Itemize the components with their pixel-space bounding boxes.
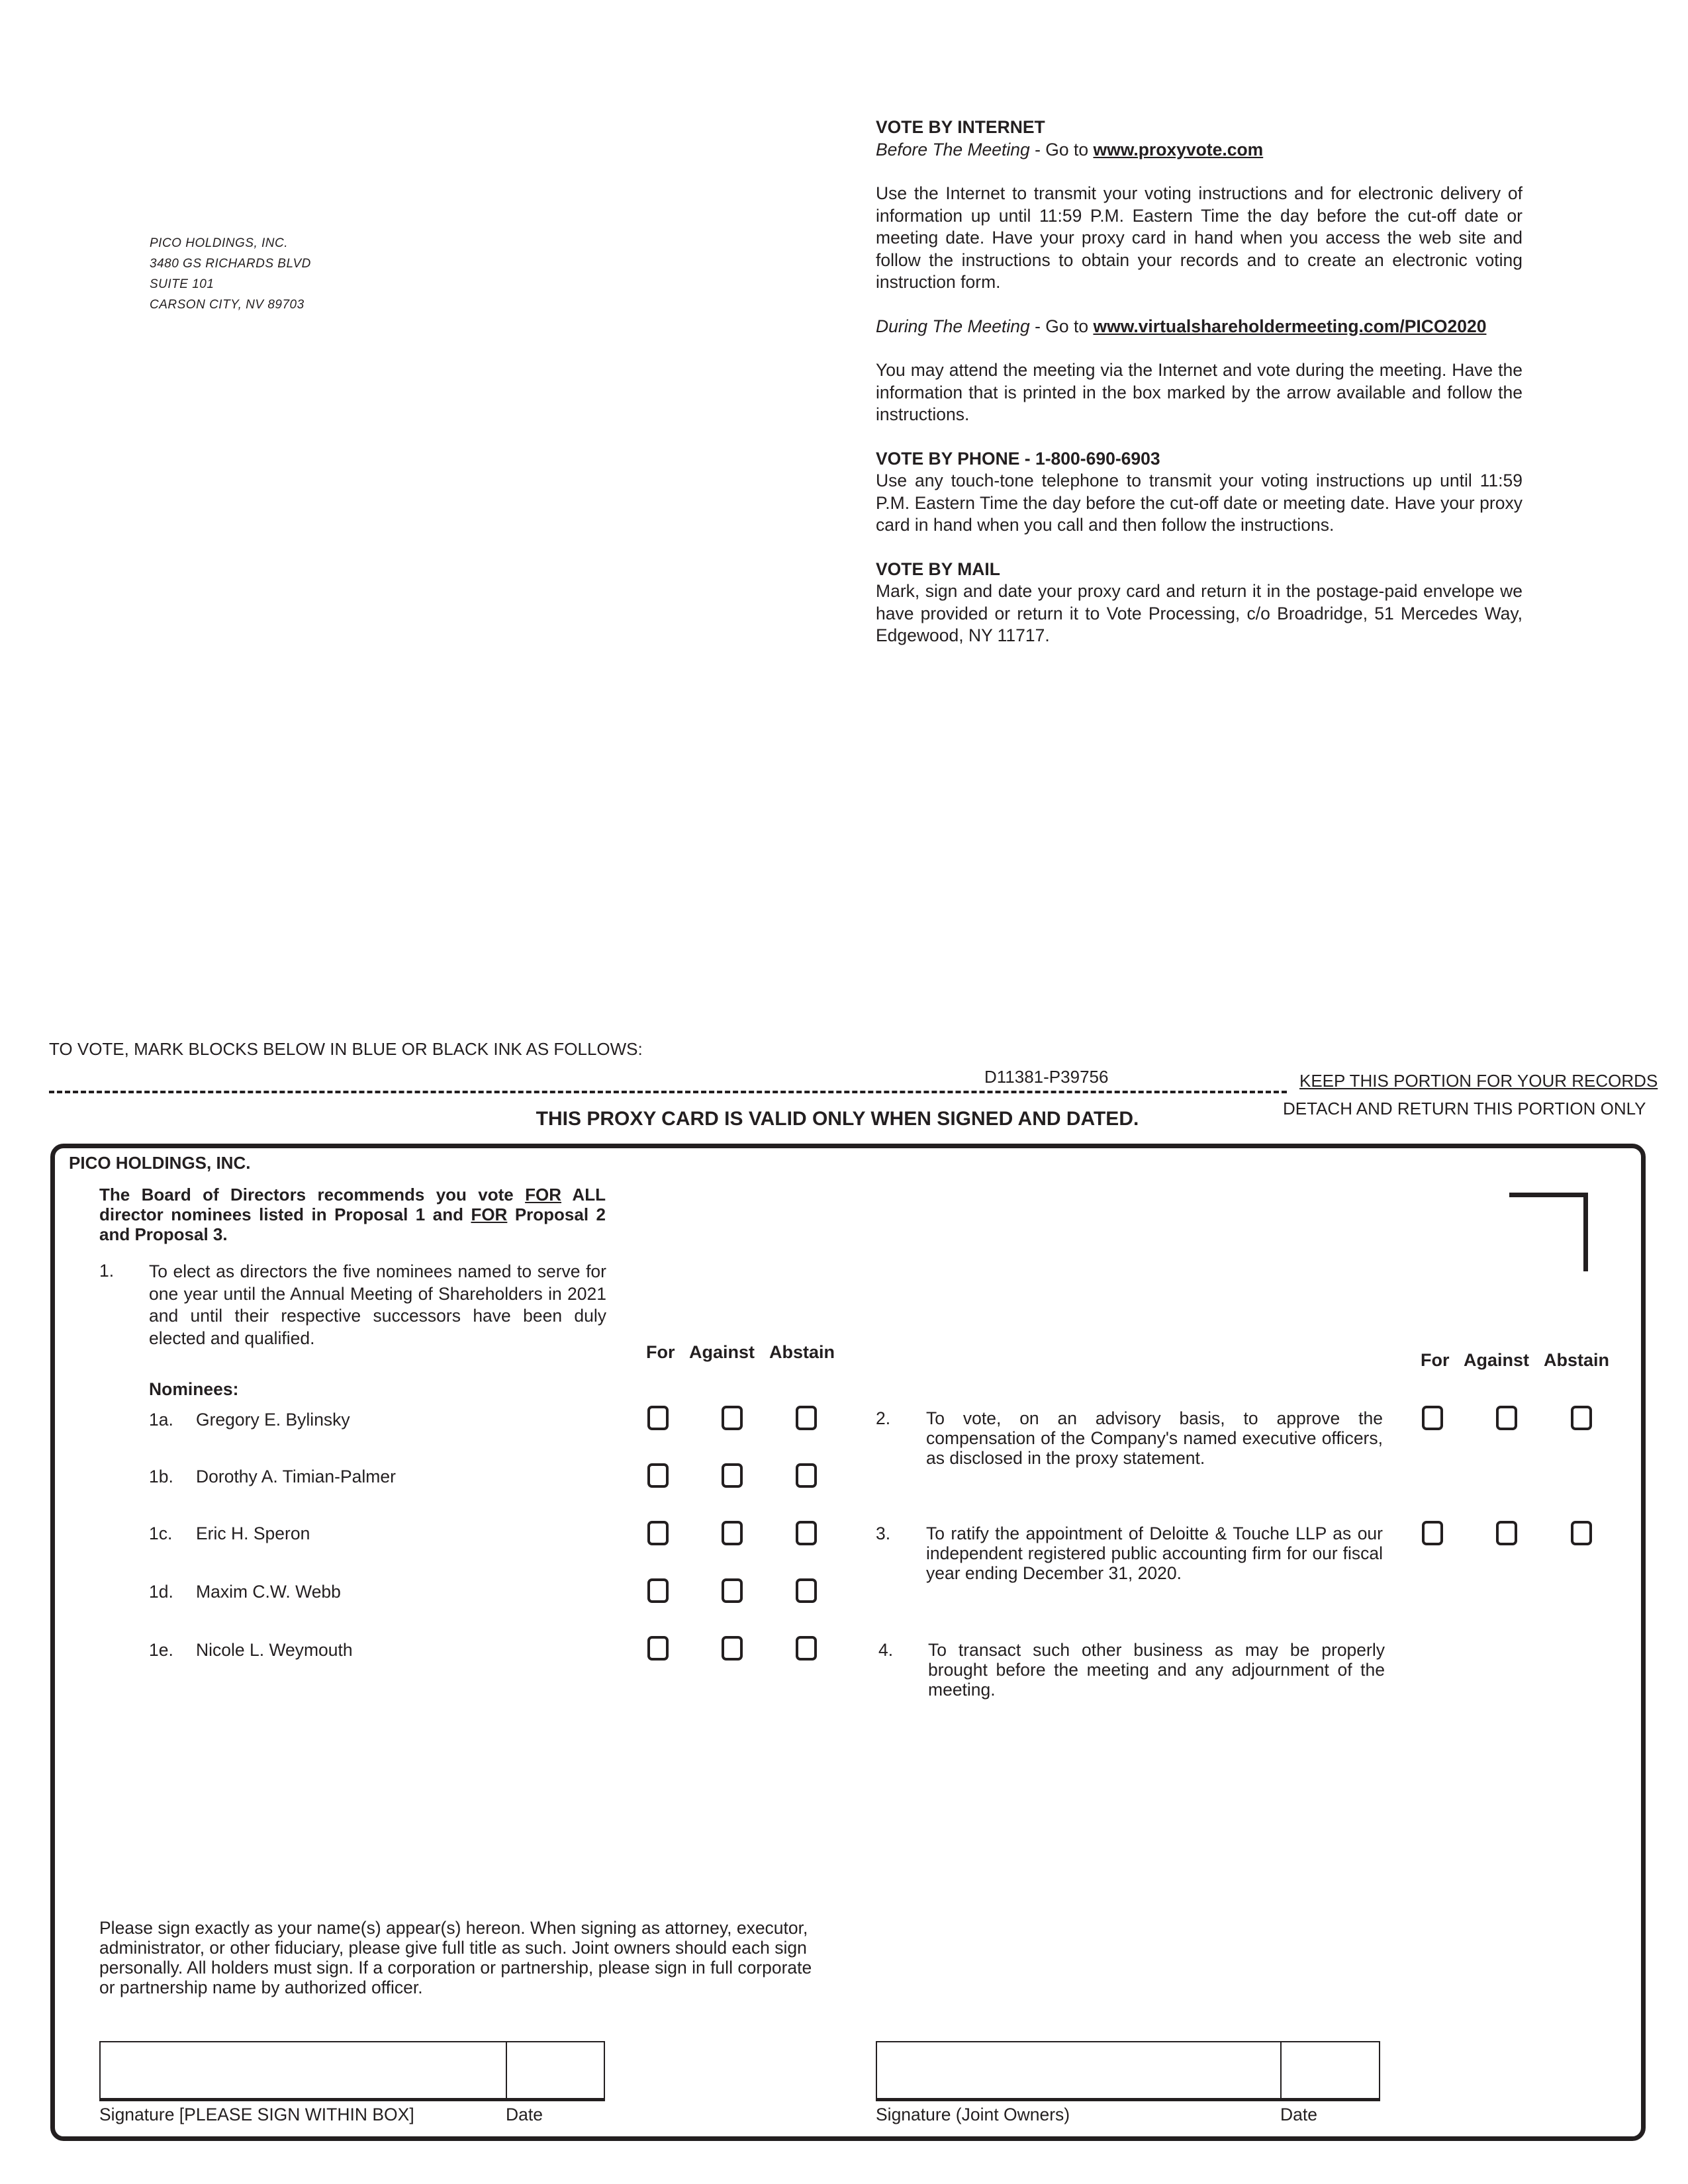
during-body: You may attend the meeting via the Internet and vote during the meeting. Have the information that is printed in the box marked by the arrow available and follow the instructions. [876, 360, 1523, 424]
nominee-1c-for-checkbox[interactable] [647, 1521, 669, 1545]
detach-line [49, 1091, 1287, 1093]
joint-date-label: Date [1280, 2105, 1317, 2124]
phone-body: Use any touch-tone telephone to transmit your voting instructions up until 11:59 P.M. Eastern Time the day before the cut-off date or meeting date. Have your proxy card in hand when you call and then follow the instructions. [876, 471, 1523, 535]
validity-notice [0, 1108, 1688, 1130]
proposal-2-against-checkbox[interactable] [1496, 1406, 1517, 1430]
col-abstain-left: Abstain [769, 1342, 835, 1362]
nominee-1a-abstain-checkbox[interactable] [796, 1406, 817, 1430]
nominee-name: Nicole L. Weymouth [196, 1640, 353, 1660]
col-abstain-right: Abstain [1544, 1350, 1610, 1370]
before-go: - Go to [1029, 139, 1094, 159]
signature-box[interactable] [99, 2041, 605, 2101]
signing-instructions: Please sign exactly as your name(s) appear(s) hereon. When signing as attorney, executor, administrator, or other fiduciary, please give full title as such. Joint owners should each sign personally. All holders must sign. If a corporation or partnership, please sign in full corporate or partnership name by authorized officer. [99, 1918, 812, 1997]
nominee-1b-abstain-checkbox[interactable] [796, 1463, 817, 1488]
voting-instructions [876, 116, 1523, 647]
during-meeting-line [876, 316, 1523, 338]
proposal-4-number: 4. [878, 1640, 894, 1660]
board-for: FOR [471, 1205, 508, 1224]
proposal-2-number: 2. [876, 1408, 891, 1428]
col-against-left: Against [689, 1342, 755, 1362]
nominee-1e-against-checkbox[interactable] [722, 1636, 743, 1661]
mail-heading: VOTE BY MAIL [876, 559, 1000, 579]
mail-body: Mark, sign and date your proxy card and return it in the postage-paid envelope we have provided or return it to Vote Processing, c/o Broadridge, 51 Mercedes Way, Edgewood, NY 11717. [876, 581, 1523, 645]
signature-label: Signature [PLEASE SIGN WITHIN BOX] [99, 2105, 414, 2124]
col-for-left: For [646, 1342, 675, 1362]
nominee-1c-abstain-checkbox[interactable] [796, 1521, 817, 1545]
nominee-name: Gregory E. Bylinsky [196, 1410, 350, 1430]
nominee-1d-against-checkbox[interactable] [722, 1578, 743, 1603]
nominee-number: 1d. [149, 1582, 173, 1602]
nominee-name: Maxim C.W. Webb [196, 1582, 341, 1602]
virtual-meeting-link[interactable]: www.virtualshareholdermeeting.com/PICO2020 [1093, 316, 1487, 336]
nominee-1e-for-checkbox[interactable] [647, 1636, 669, 1661]
joint-signature-label: Signature (Joint Owners) [876, 2105, 1070, 2124]
nominee-1b-for-checkbox[interactable] [647, 1463, 669, 1488]
arrow-corner-mark [1509, 1193, 1588, 1271]
board-text: The Board of Directors recommends you vote [99, 1185, 526, 1205]
nominee-1a-against-checkbox[interactable] [722, 1406, 743, 1430]
nominee-1c-against-checkbox[interactable] [722, 1521, 743, 1545]
proposal-3-text: To ratify the appointment of Deloitte & Touche LLP as our independent registered public accounting firm for our fiscal year ending December 31, 2020. [926, 1524, 1383, 1583]
document-code: D11381-P39756 [984, 1067, 1109, 1087]
proposal-3-against-checkbox[interactable] [1496, 1521, 1517, 1545]
board-recommendation [99, 1185, 606, 1244]
nominee-number: 1a. [149, 1410, 173, 1430]
mark-instructions: TO VOTE, MARK BLOCKS BELOW IN BLUE OR BLACK INK AS FOLLOWS: [49, 1039, 643, 1059]
address-line: PICO HOLDINGS, INC. [150, 236, 289, 250]
proposal-3-for-checkbox[interactable] [1422, 1521, 1443, 1545]
board-text: ALL director nominees listed in Proposal 1 and [99, 1185, 606, 1224]
nominees-heading: Nominees: [149, 1379, 239, 1399]
proposal-2-text: To vote, on an advisory basis, to approve the compensation of the Company's named executive officers, as disclosed in the proxy statement. [926, 1408, 1383, 1468]
col-for-right: For [1421, 1350, 1450, 1370]
validity-text: THIS PROXY CARD IS VALID ONLY WHEN SIGNED AND DATED. [536, 1108, 1139, 1130]
nominee-number: 1b. [149, 1467, 173, 1486]
proposal-4-text: To transact such other business as may be properly brought before the meeting and any adjournment of the meeting. [928, 1640, 1385, 1700]
proxyvote-link[interactable]: www.proxyvote.com [1093, 139, 1264, 159]
phone-heading: VOTE BY PHONE - 1-800-690-6903 [876, 448, 1160, 469]
before-label: Before The Meeting [876, 139, 1030, 159]
joint-signature-box[interactable] [876, 2041, 1380, 2101]
detach-return-label: DETACH AND RETURN THIS PORTION ONLY [1283, 1099, 1646, 1118]
keep-portion-label: KEEP THIS PORTION FOR YOUR RECORDS [1299, 1071, 1658, 1091]
address-line: 3480 GS RICHARDS BLVD [150, 257, 311, 271]
board-for: FOR [525, 1185, 562, 1205]
nominee-1b-against-checkbox[interactable] [722, 1463, 743, 1488]
joint-date-divider [1280, 2041, 1282, 2098]
proposal-1-text: To elect as directors the five nominees named to serve for one year until the Annual Meeting of Shareholders in 2021 and until their respective successors have been duly elected and qualified. [149, 1261, 606, 1348]
internet-heading: VOTE BY INTERNET [876, 117, 1045, 137]
proposal-3-abstain-checkbox[interactable] [1571, 1521, 1592, 1545]
nominee-name: Dorothy A. Timian-Palmer [196, 1467, 396, 1486]
proposal-2-for-checkbox[interactable] [1422, 1406, 1443, 1430]
signature-date-divider [506, 2041, 507, 2098]
during-label: During The Meeting [876, 316, 1030, 336]
nominee-name: Eric H. Speron [196, 1524, 310, 1543]
address-line: CARSON CITY, NV 89703 [150, 298, 305, 312]
col-against-right: Against [1464, 1350, 1530, 1370]
proposal-2-abstain-checkbox[interactable] [1571, 1406, 1592, 1430]
address-line: SUITE 101 [150, 277, 214, 291]
nominee-1e-abstain-checkbox[interactable] [796, 1636, 817, 1661]
during-go: - Go to [1029, 316, 1094, 336]
internet-body: Use the Internet to transmit your voting instructions and for electronic delivery of information up until 11:59 P.M. Eastern Time the day before the cut-off date or meeting date. Have your proxy card in hand when you access the web site and follow the instructions to obtain your records and to create an electronic voting instruction form. [876, 183, 1523, 292]
proposal-1-number: 1. [99, 1261, 115, 1281]
board-text: Proposal 2 and Proposal 3. [99, 1205, 606, 1244]
nominee-1d-for-checkbox[interactable] [647, 1578, 669, 1603]
nominee-1a-for-checkbox[interactable] [647, 1406, 669, 1430]
date-label: Date [506, 2105, 543, 2124]
return-address [150, 233, 311, 315]
before-meeting-line [876, 139, 1523, 161]
nominee-number: 1c. [149, 1524, 173, 1543]
nominee-number: 1e. [149, 1640, 173, 1660]
card-company-name: PICO HOLDINGS, INC. [69, 1153, 251, 1173]
proposal-3-number: 3. [876, 1524, 891, 1543]
nominee-1d-abstain-checkbox[interactable] [796, 1578, 817, 1603]
